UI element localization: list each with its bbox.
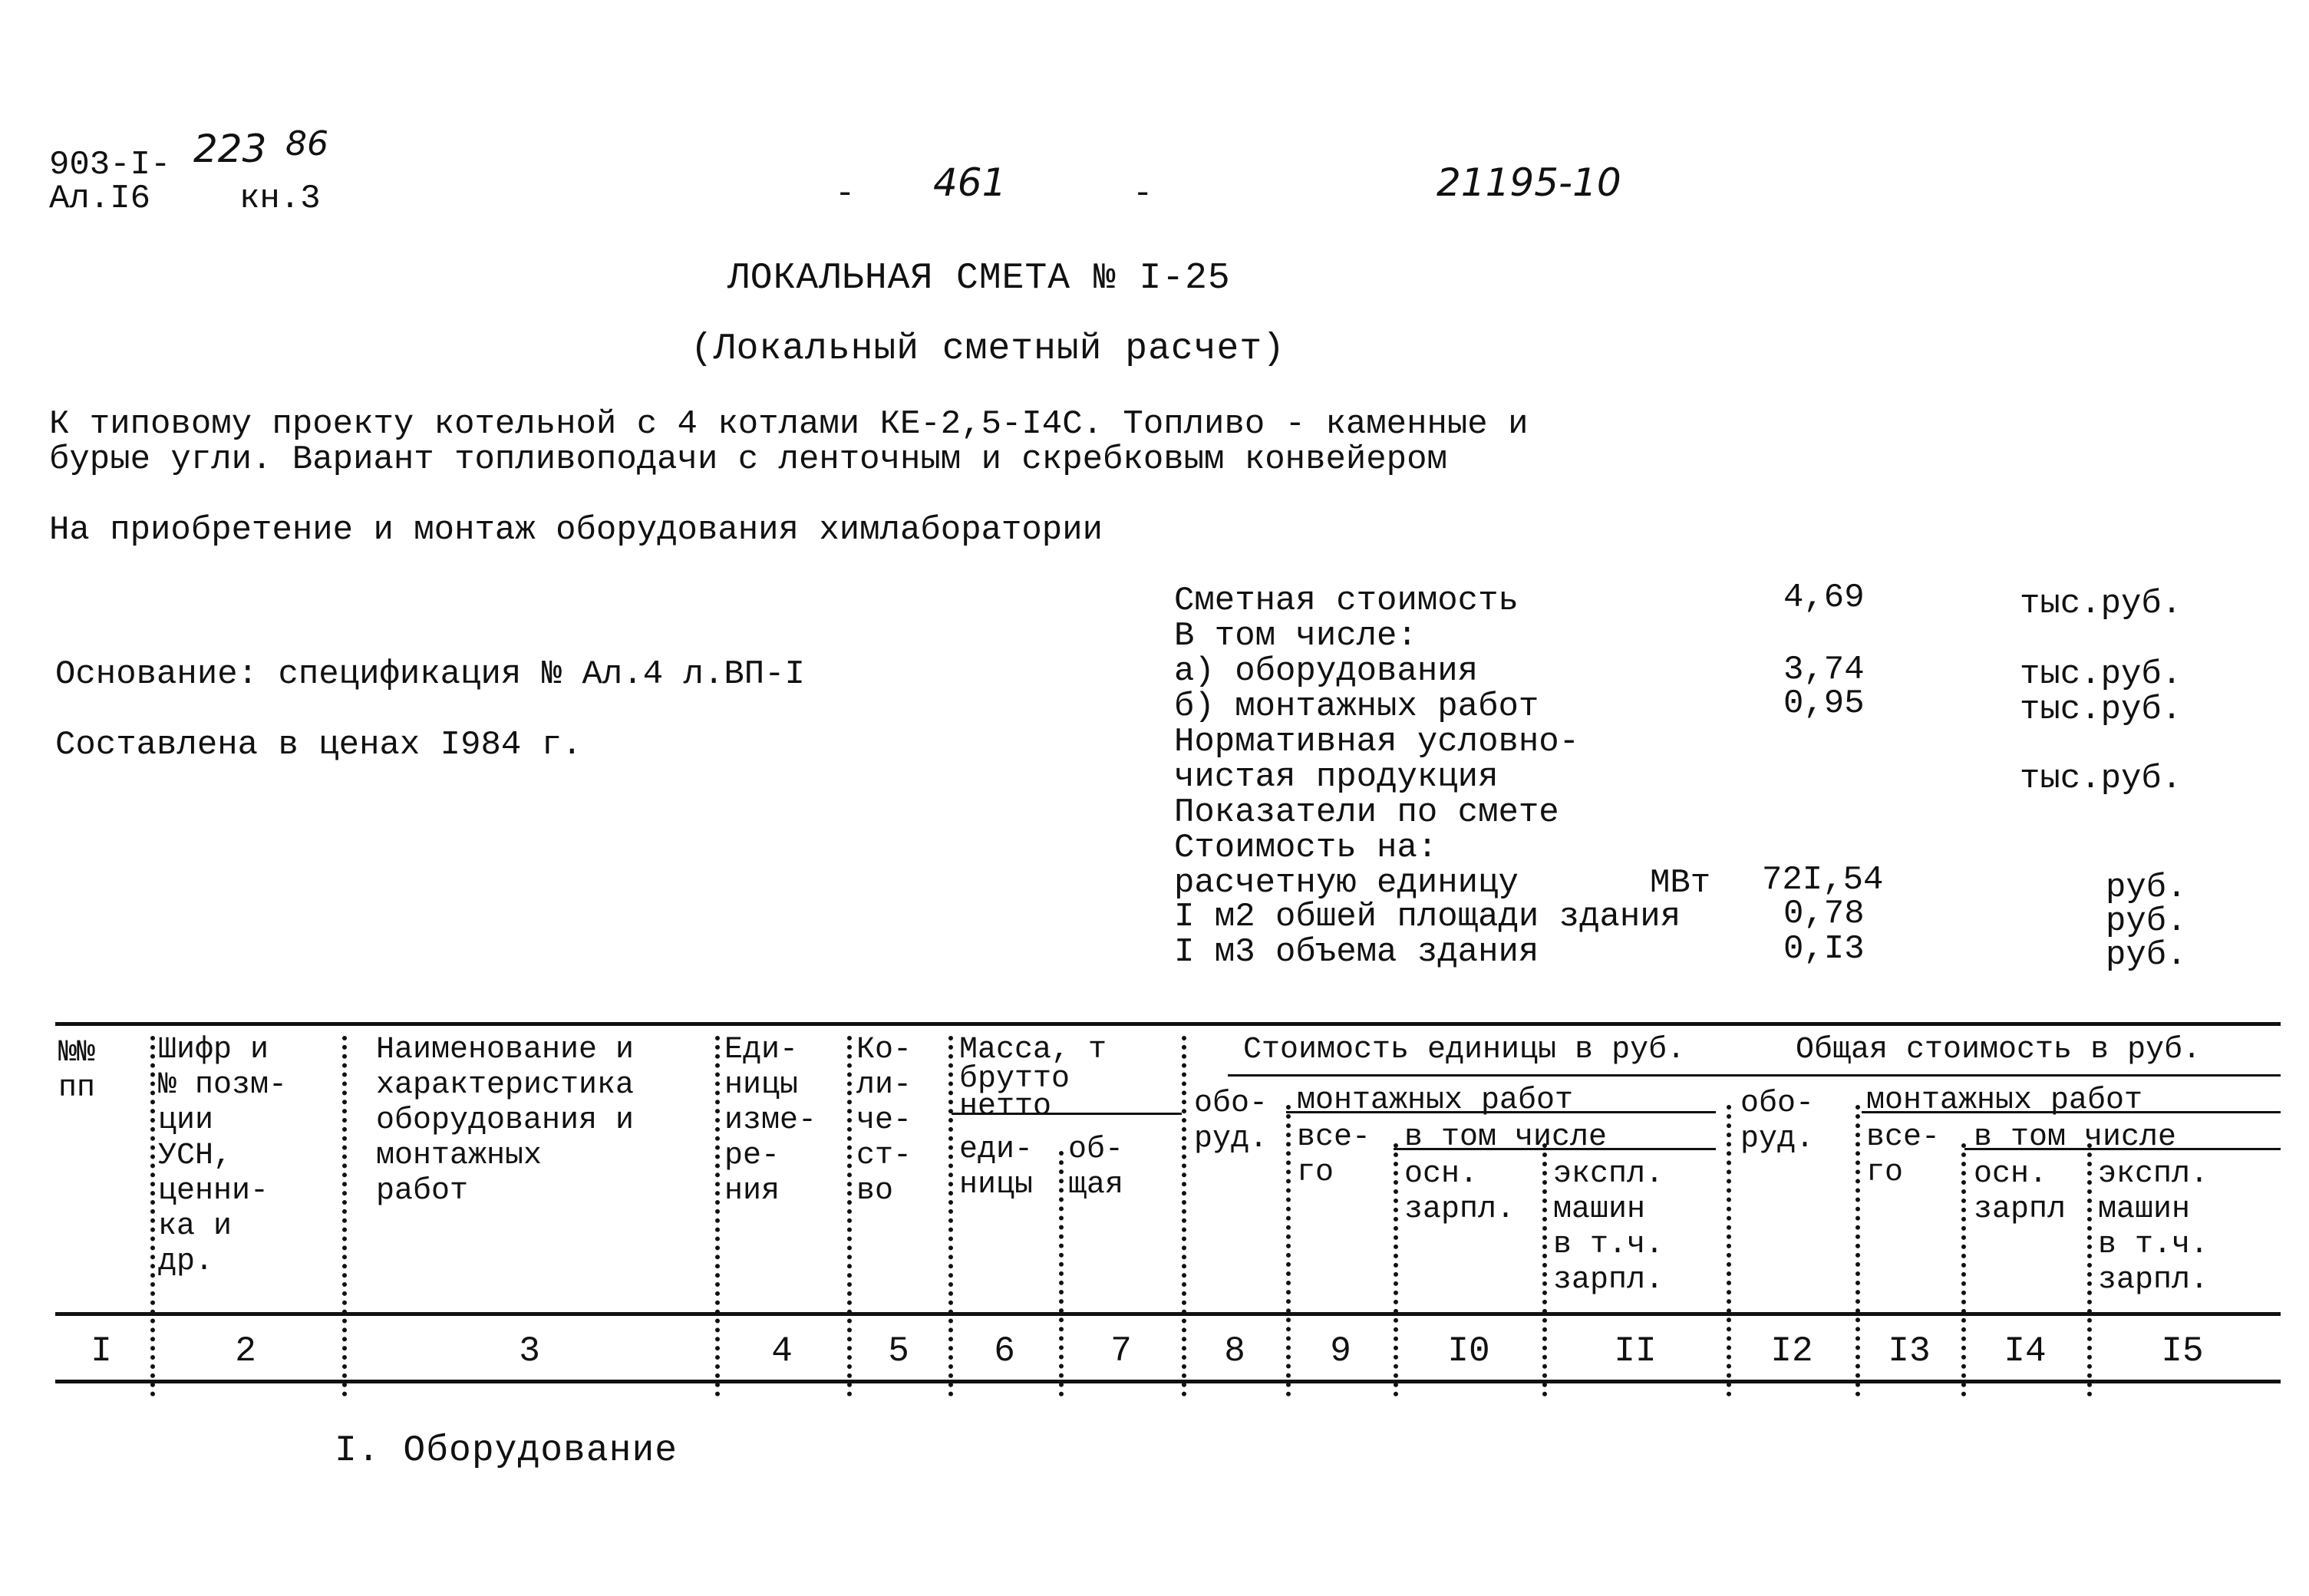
col-number-1: I: [91, 1331, 112, 1371]
col-15-header: экспл. машин в т.ч. зарпл.: [2098, 1157, 2209, 1298]
summary-norm-unit: тыс.руб.: [2020, 760, 2182, 798]
summary-indicators-label: Показатели по смете: [1174, 793, 1559, 832]
col-number-8: 8: [1224, 1331, 1245, 1371]
col-number-10: I0: [1447, 1331, 1490, 1371]
col-1-header: №№ пп: [58, 1036, 96, 1106]
basis-prices: Составлена в ценах I984 г.: [55, 726, 582, 764]
col-number-15: I5: [2161, 1331, 2204, 1371]
col-number-7: 7: [1110, 1331, 1132, 1371]
unit-incl-header: в том числе: [1404, 1120, 1608, 1155]
col-number-6: 6: [994, 1331, 1015, 1371]
mass-netto: нетто: [959, 1090, 1052, 1124]
summary-volume-currency: руб.: [2106, 936, 2187, 974]
col-4-header: Еди- ницы изме- ре- ния: [724, 1033, 817, 1209]
purpose-line: На приобретение и монтаж оборудования химлаборатории: [49, 511, 1103, 549]
description-line-2: бурые угли. Вариант топливоподачи с ленточным и скребковым конвейером: [49, 440, 1447, 479]
summary-cost-label: Сметная стоимость: [1174, 582, 1519, 620]
col-3-header: Наименование и характеристика оборудования и монтажных работ: [376, 1033, 635, 1209]
col-number-12: I2: [1770, 1331, 1813, 1371]
table-header-bottom-rule: [55, 1312, 2281, 1316]
col-8-header: обо- руд.: [1194, 1087, 1268, 1156]
col-5-header: Ко- ли- че- ст- во: [856, 1033, 912, 1209]
table-top-rule: [55, 1022, 2281, 1026]
summary-volume-label: I м3 объема здания: [1174, 933, 1539, 971]
col-number-2: 2: [235, 1331, 256, 1371]
summary-area-currency: руб.: [2106, 902, 2187, 941]
total-incl-header: в том числе: [1974, 1120, 2177, 1155]
album-label: Ал.I6: [49, 180, 151, 218]
summary-incl-label: В том числе:: [1174, 617, 1417, 655]
page-dash-right: -: [1133, 175, 1153, 213]
mass-brutto: брутто: [959, 1062, 1070, 1096]
total-cost-group-header: Общая стоимость в руб.: [1796, 1033, 2202, 1067]
summary-cost-per-label: Стоимость на:: [1174, 829, 1438, 867]
summary-norm-label-2: чистая продукция: [1174, 758, 1499, 796]
summary-unit-measure: МВт: [1650, 864, 1711, 902]
unit-install-header: монтажных работ: [1297, 1083, 1574, 1118]
description-line-1: К типовому проекту котельной с 4 котлами КЕ-2,5-I4С. Топливо - каменные и: [49, 405, 1529, 444]
summary-volume-value: 0,I3: [1783, 930, 1865, 968]
summary-area-label: I м2 обшей площади здания: [1174, 898, 1681, 936]
unit-cost-group-header: Стоимость единицы в руб.: [1243, 1033, 1686, 1067]
cost-group-rule: [1228, 1074, 2281, 1077]
col-11-header: экспл. машин в т.ч. зарпл.: [1553, 1157, 1664, 1298]
col-number-11: II: [1614, 1331, 1657, 1371]
code-printed: 903-I-: [49, 146, 171, 184]
summary-unit-currency: руб.: [2106, 869, 2187, 907]
col-13-header: все- го: [1866, 1120, 1941, 1190]
summary-equip-label: а) оборудования: [1174, 652, 1479, 691]
summary-cost-unit: тыс.руб.: [2020, 585, 2182, 623]
summary-install-unit: тыс.руб.: [2020, 691, 2182, 729]
project-code: [49, 147, 170, 183]
col-number-4: 4: [771, 1331, 793, 1371]
col-number-13: I3: [1888, 1331, 1931, 1371]
document-title: ЛОКАЛЬНАЯ СМЕТА № I-25: [727, 258, 1231, 299]
summary-install-label: б) монтажных работ: [1174, 688, 1539, 726]
col-number-9: 9: [1330, 1331, 1351, 1371]
col-12-header: обо- руд.: [1740, 1087, 1815, 1156]
summary-area-value: 0,78: [1783, 895, 1865, 933]
book-label: кн.3: [239, 180, 321, 218]
table-numbers-bottom-rule: [55, 1380, 2281, 1383]
col-number-5: 5: [888, 1331, 909, 1371]
archive-number: 21195-10: [1437, 160, 1621, 205]
basis-spec: Основание: спецификация № Ал.4 л.ВП-I: [55, 655, 805, 694]
summary-install-value: 0,95: [1783, 684, 1865, 723]
col-number-14: I4: [2004, 1331, 2047, 1371]
page-dash-left: -: [835, 175, 856, 213]
document-subtitle: (Локальный сметный расчет): [691, 328, 1285, 370]
summary-cost-value: 4,69: [1783, 579, 1865, 617]
col-number-3: 3: [519, 1331, 540, 1371]
year-handwritten: 86: [285, 124, 328, 163]
total-install-header: монтажных работ: [1866, 1083, 2143, 1118]
code-handwritten: 223: [193, 127, 267, 171]
col-6-header: еди- ницы: [959, 1133, 1034, 1202]
summary-equip-value: 3,74: [1783, 651, 1865, 689]
summary-unit-value: 72I,54: [1762, 861, 1884, 899]
col-14-header: осн. зарпл: [1974, 1157, 2067, 1227]
summary-norm-label-1: Нормативная условно-: [1174, 723, 1580, 761]
col-9-header: все- го: [1297, 1120, 1371, 1190]
page-number: 461: [933, 160, 1007, 205]
mass-header: Масса, т: [959, 1033, 1107, 1067]
section-title: I. Оборудование: [335, 1430, 678, 1472]
col-7-header: об- щая: [1068, 1133, 1124, 1202]
summary-unit-label: расчетную единицу: [1174, 864, 1519, 902]
summary-equip-unit: тыс.руб.: [2020, 655, 2182, 694]
col-2-header: Шифр и № позм- ции УСН, ценни- ка и др.: [158, 1033, 288, 1279]
col-10-header: осн. зарпл.: [1404, 1157, 1516, 1227]
